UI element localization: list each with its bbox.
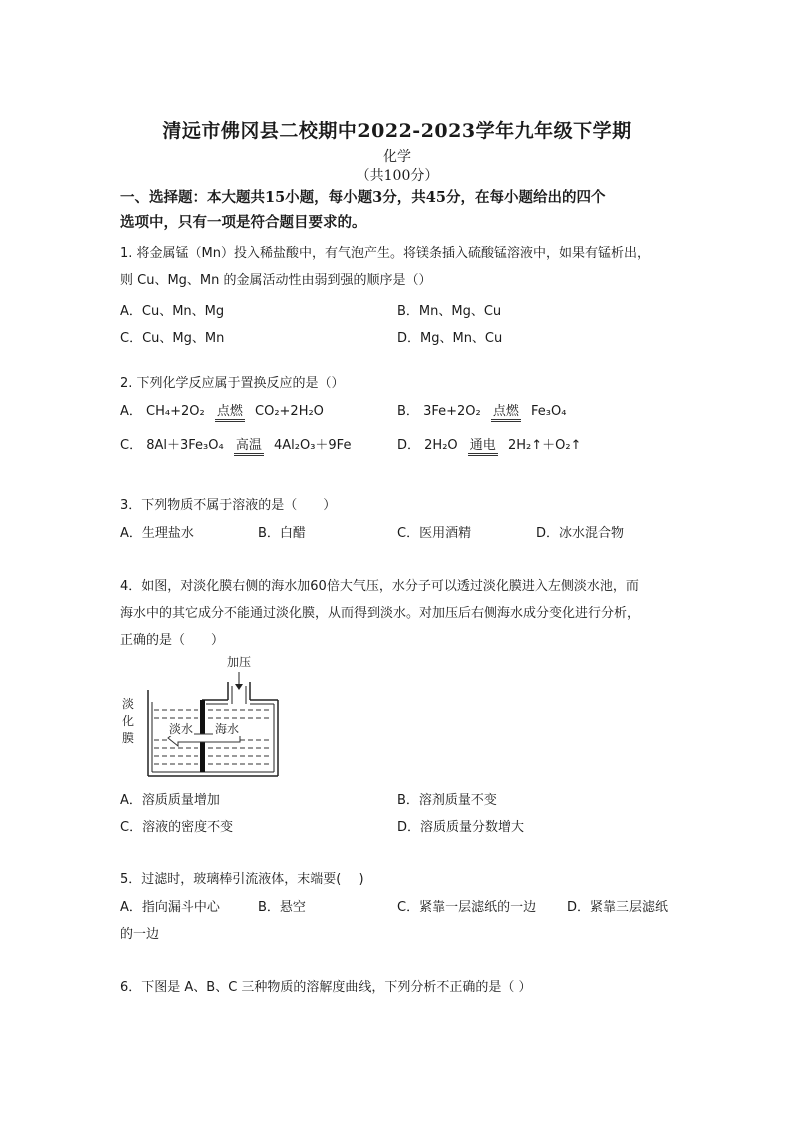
- question-2-stem: 2. 下列化学反应属于置换反应的是（）: [120, 376, 345, 391]
- equation-d-condition: 通电: [468, 439, 498, 456]
- section-heading-line-1: 一、选择题：本大题共15小题，每小题3分，共45分，在每小题给出的四个: [120, 189, 606, 206]
- question-5-option-a: A．指向漏斗中心: [120, 900, 220, 915]
- question-1-stem-line-1: 1. 将金属锰（Mn）投入稀盐酸中，有气泡产生。将镁条插入硫酸锰溶液中，如果有锰析出，: [120, 246, 650, 261]
- equation-b-condition: 点燃: [491, 405, 521, 422]
- question-1-stem-line-2: 则 Cu、Mg、Mn 的金属活动性由弱到强的顺序是（）: [120, 273, 432, 288]
- question-3-option-c: C．医用酒精: [397, 526, 472, 541]
- question-4-stem: [120, 573, 685, 654]
- question-4-stem-line-1: 4．如图，对淡化膜右侧的海水加60倍大气压，水分子可以透过淡化膜进入左侧淡水池，而: [120, 579, 639, 594]
- question-1-option-a: A．Cu、Mn、Mg: [120, 304, 225, 319]
- question-5-option-b: B．悬空: [258, 900, 306, 915]
- section-heading-line-2: 选项中，只有一项是符合题目要求的。: [120, 214, 367, 231]
- question-2-option-d: [397, 434, 581, 456]
- membrane-label-char-3: 膜: [121, 731, 135, 745]
- question-2-option-c: [120, 434, 351, 456]
- question-4-stem-line-2: 海水中的其它成分不能通过淡化膜，从而得到淡水。对加压后右侧海水成分变化进行分析，: [120, 606, 641, 621]
- question-4-option-b: B．溶剂质量不变: [397, 793, 497, 808]
- question-5-option-c: C．紧靠一层滤纸的一边: [397, 900, 537, 915]
- question-4-option-a: A．溶质质量增加: [120, 793, 220, 808]
- question-1-stem: [120, 240, 685, 294]
- membrane-label-char-2: 化: [121, 714, 135, 728]
- subject-label: 化学: [383, 149, 411, 165]
- equation-b-products: Fe₃O₄: [531, 404, 567, 419]
- page-title: 清远市佛冈县二校期中2022-2023学年九年级下学期: [162, 120, 632, 142]
- question-4-stem-line-3: 正确的是（ ）: [120, 633, 225, 648]
- equation-a-products: CO₂+2H₂O: [255, 404, 324, 419]
- question-2-option-b: [397, 400, 566, 422]
- fresh-water-label: 淡水: [168, 722, 194, 736]
- equation-d-products: 2H₂↑＋O₂↑: [507, 438, 582, 453]
- question-3-option-b: B．白醋: [258, 526, 306, 541]
- equation-d-reactants: 2H₂O: [424, 438, 458, 453]
- equation-c-reactants: 8Al＋3Fe₃O₄: [146, 438, 224, 453]
- question-3-option-a: A．生理盐水: [120, 526, 194, 541]
- option-a-label: A．: [120, 404, 142, 419]
- section-heading: [120, 185, 680, 235]
- desalination-membrane-diagram: [118, 652, 283, 780]
- question-5-option-d: D．紧靠三层滤纸: [567, 900, 669, 915]
- pressure-label: 加压: [226, 655, 252, 669]
- question-1-option-d: D．Mg、Mn、Cu: [397, 331, 503, 346]
- question-4-option-c: C．溶液的密度不变: [120, 820, 234, 835]
- option-b-label: B．: [397, 404, 419, 419]
- sea-water-label: 海水: [214, 722, 240, 736]
- option-d-label: D．: [397, 438, 421, 453]
- membrane-label-char-1: 淡: [121, 697, 135, 711]
- equation-b-reactants: 3Fe+2O₂: [423, 404, 481, 419]
- question-1-option-b: B．Mn、Mg、Cu: [397, 304, 502, 319]
- question-2-option-a: [120, 400, 324, 422]
- question-5-option-d-continued: 的一边: [120, 927, 160, 942]
- question-6-stem: 6．下图是 A、B、C 三种物质的溶解度曲线，下列分析不正确的是（ ）: [120, 980, 532, 995]
- question-4-option-d: D．溶质质量分数增大: [397, 820, 525, 835]
- option-c-label: C．: [120, 438, 143, 453]
- equation-a-reactants: CH₄+2O₂: [146, 404, 205, 419]
- question-5-stem: 5．过滤时，玻璃棒引流液体，末端要( ): [120, 872, 364, 887]
- equation-c-products: 4Al₂O₃＋9Fe: [273, 438, 352, 453]
- equation-c-condition: 高温: [234, 439, 264, 456]
- total-score-label: （共100分）: [355, 168, 439, 184]
- equation-a-condition: 点燃: [215, 405, 245, 422]
- question-1-option-c: C．Cu、Mg、Mn: [120, 331, 225, 346]
- question-3-stem: 3．下列物质不属于溶液的是（ ）: [120, 498, 337, 513]
- question-3-option-d: D．冰水混合物: [536, 526, 625, 541]
